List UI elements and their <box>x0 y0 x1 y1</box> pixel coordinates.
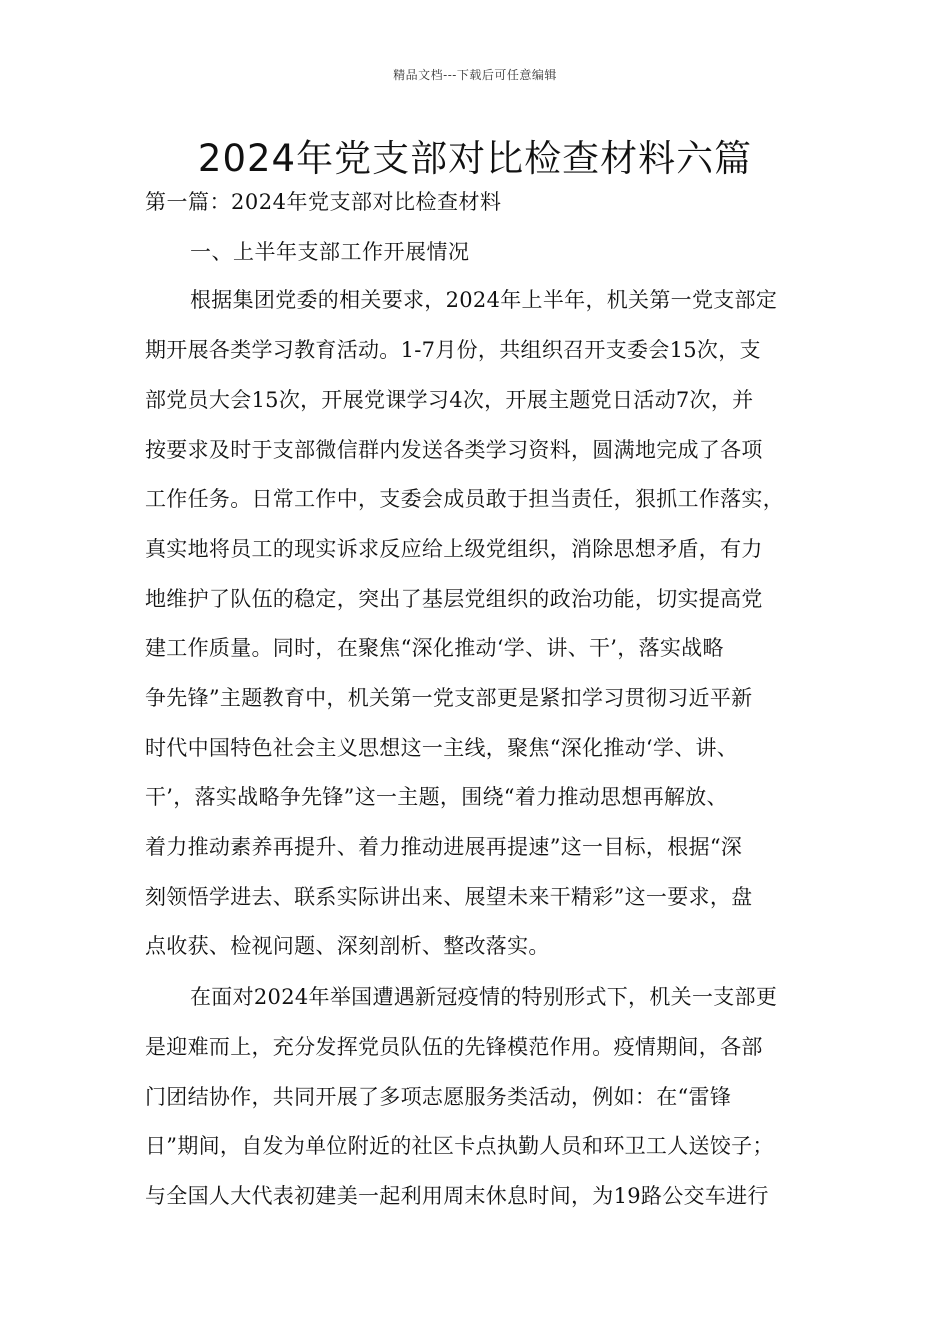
paragraph-line: 是迎难而上，充分发挥党员队伍的先锋模范作用。疫情期间，各部 <box>145 1035 763 1059</box>
header-note: 精品文档---下载后可任意编辑 <box>393 68 557 82</box>
paragraph-line: 根据集团党委的相关要求，2024年上半年，机关第一党支部定 <box>190 288 778 312</box>
paragraph-line: 点收获、检视问题、深刻剖析、整改落实。 <box>145 934 550 958</box>
paragraph-line: 争先锋”主题教育中，机关第一党支部更是紧扣学习贯彻习近平新 <box>145 686 753 710</box>
paragraph-line: 着力推动素养再提升、着力推动进展再提速”这一目标，根据“深 <box>145 835 743 859</box>
paragraph-line: 建工作质量。同时，在聚焦“深化推动‘学、讲、干’，落实战略 <box>145 636 724 660</box>
chapter-subtitle: 第一篇：2024年党支部对比检查材料 <box>145 190 502 214</box>
paragraph-line: 与全国人大代表初建美一起利用周末休息时间，为19路公交车进行 <box>145 1184 769 1208</box>
paragraph-line: 在面对2024年举国遭遇新冠疫情的特别形式下，机关一支部更 <box>190 985 778 1009</box>
section-heading: 一、上半年支部工作开展情况 <box>190 240 470 264</box>
paragraph-line: 期开展各类学习教育活动。1-7月份，共组织召开支委会15次，支 <box>145 338 761 362</box>
document-title: 2024年党支部对比检查材料六篇 <box>197 137 753 180</box>
paragraph-line: 工作任务。日常工作中，支委会成员敢于担当责任，狠抓工作落实， <box>145 487 784 511</box>
paragraph-line: 部党员大会15次，开展党课学习4次，开展主题党日活动7次，并 <box>145 388 754 412</box>
paragraph-line: 门团结协作，共同开展了多项志愿服务类活动，例如：在“雷锋 <box>145 1085 732 1109</box>
paragraph-line: 刻领悟学进去、联系实际讲出来、展望未来干精彩”这一要求，盘 <box>145 885 753 909</box>
paragraph-line: 按要求及时于支部微信群内发送各类学习资料，圆满地完成了各项 <box>145 438 763 462</box>
paragraph-line: 真实地将员工的现实诉求反应给上级党组织，消除思想矛盾，有力 <box>145 537 763 561</box>
paragraph-line: 地维护了队伍的稳定，突出了基层党组织的政治功能，切实提高党 <box>145 587 763 611</box>
paragraph-line: 干’，落实战略争先锋”这一主题，围绕“着力推动思想再解放、 <box>145 785 728 809</box>
paragraph-line: 时代中国特色社会主义思想这一主线，聚焦“深化推动‘学、讲、 <box>145 736 739 760</box>
paragraph-line: 日”期间，自发为单位附近的社区卡点执勤人员和环卫工人送饺子； <box>145 1134 774 1158</box>
